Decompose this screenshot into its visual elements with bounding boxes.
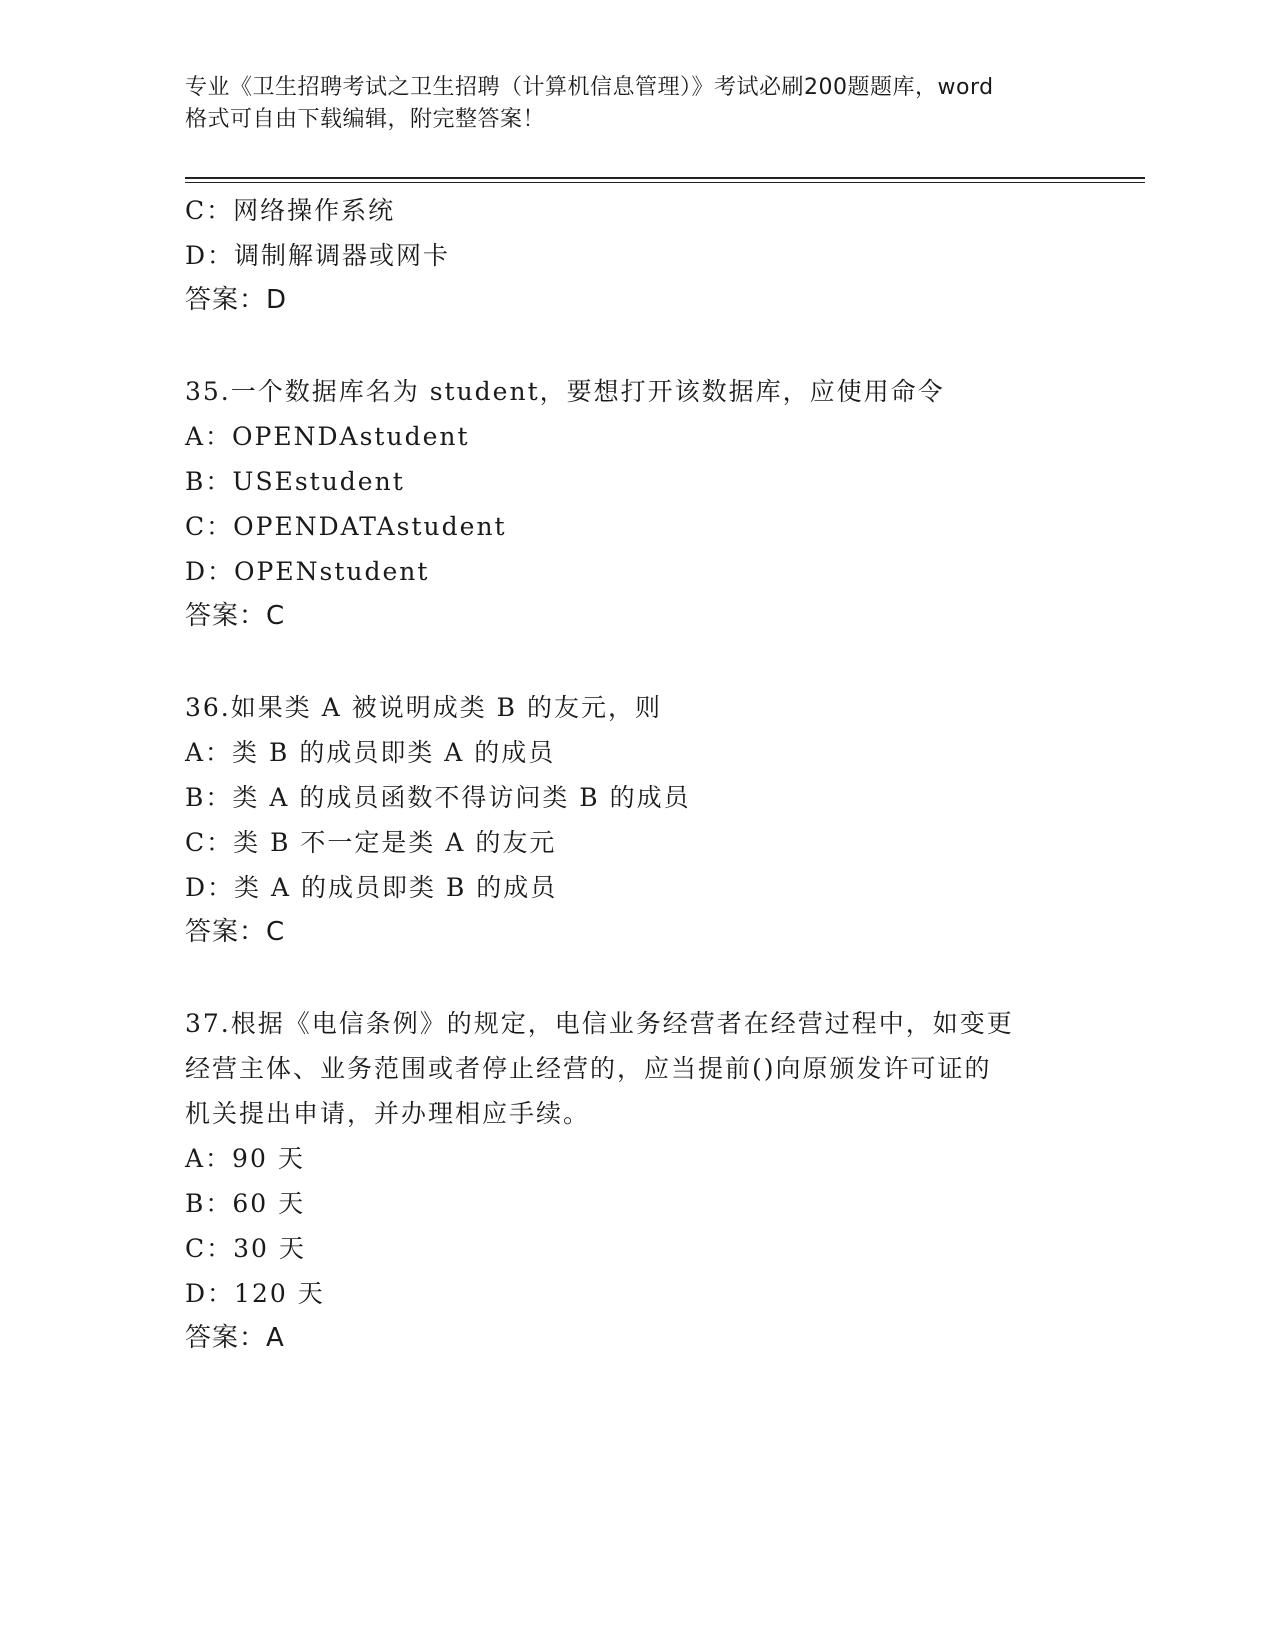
question-text-line-3: 机关提出申请，并办理相应手续。: [185, 1099, 591, 1128]
option-a: A：类 B 的成员即类 A 的成员: [185, 738, 556, 767]
header-line-2: 格式可自由下载编辑，附完整答案！: [185, 107, 546, 132]
option-c: C：类 B 不一定是类 A 的友元: [185, 828, 557, 857]
spacer: [185, 323, 1105, 369]
option-d: D：OPENstudent: [185, 557, 430, 586]
document-header: [185, 72, 1095, 136]
option-c: C：OPENDATAstudent: [185, 512, 507, 541]
option-d: D：调制解调器或网卡: [185, 241, 451, 270]
option-b: B：60 天: [185, 1189, 306, 1218]
option-a: A：90 天: [185, 1144, 305, 1173]
question-text-line-2: 经营主体、业务范围或者停止经营的，应当提前()向原颁发许可证的: [185, 1054, 992, 1083]
question-37: [185, 1001, 1105, 1361]
answer-line: 答案：D: [185, 285, 288, 315]
option-c: C：30 天: [185, 1234, 306, 1263]
question-text: 36.如果类 A 被说明成类 B 的友元，则: [185, 693, 662, 722]
question-36: [185, 685, 1105, 955]
spacer: [185, 639, 1105, 685]
option-a: A：OPENDAstudent: [185, 422, 470, 451]
header-line-1: 专业《卫生招聘考试之卫生招聘（计算机信息管理）》考试必刷200题题库，word: [185, 75, 994, 100]
header-rule-thin: [185, 182, 1145, 183]
answer-line: 答案：C: [185, 917, 286, 947]
option-c: C：网络操作系统: [185, 196, 396, 225]
option-d: D：120 天: [185, 1279, 325, 1308]
question-35: [185, 369, 1105, 639]
answer-line: 答案：A: [185, 1323, 285, 1353]
question-text-line-1: 37.根据《电信条例》的规定，电信业务经营者在经营过程中，如变更: [185, 1009, 1014, 1038]
prev-question: [185, 188, 1105, 323]
option-b: B：类 A 的成员函数不得访问类 B 的成员: [185, 783, 691, 812]
spacer: [185, 955, 1105, 1001]
option-b: B：USEstudent: [185, 467, 405, 496]
answer-line: 答案：C: [185, 601, 286, 631]
option-d: D：类 A 的成员即类 B 的成员: [185, 873, 558, 902]
question-text: 35.一个数据库名为 student，要想打开该数据库，应使用命令: [185, 377, 945, 406]
document-body: [185, 188, 1105, 1361]
header-rule-thick: [185, 177, 1145, 179]
